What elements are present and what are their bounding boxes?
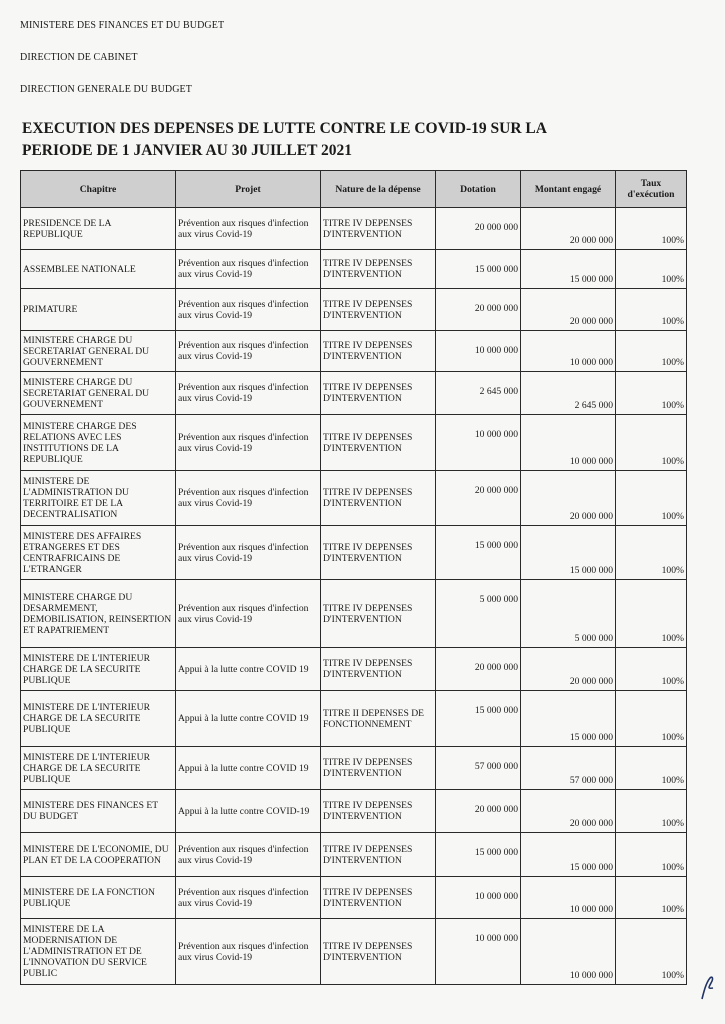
cell-dotation: 57 000 000: [436, 747, 521, 790]
cell-nature: TITRE IV DEPENSES D'INTERVENTION: [321, 208, 436, 250]
cell-chapitre: PRIMATURE: [21, 289, 176, 331]
table-row: [21, 877, 687, 919]
cell-chapitre: MINISTERE DE L'INTERIEUR CHARGE DE LA SECURITE PUBLIQUE: [21, 648, 176, 691]
cell-chapitre: MINISTERE DE LA FONCTION PUBLIQUE: [21, 877, 176, 919]
cell-dotation: 20 000 000: [436, 471, 521, 526]
cell-dotation: 15 000 000: [436, 691, 521, 747]
cell-dotation: 20 000 000: [436, 648, 521, 691]
table-row: [21, 691, 687, 747]
cell-chapitre: MINISTERE DE L'INTERIEUR CHARGE DE LA SECURITE PUBLIQUE: [21, 747, 176, 790]
cell-chapitre: MINISTERE CHARGE DU SECRETARIAT GENERAL DU GOUVERNEMENT: [21, 372, 176, 415]
cell-dotation: 20 000 000: [436, 289, 521, 331]
table-row: [21, 289, 687, 331]
cell-dotation: 10 000 000: [436, 415, 521, 471]
cell-montant: 15 000 000: [521, 526, 616, 580]
expenses-table: [20, 170, 687, 985]
cell-dotation: 20 000 000: [436, 790, 521, 833]
cell-projet: Prévention aux risques d'infection aux virus Covid-19: [176, 415, 321, 471]
cell-taux: 100%: [616, 747, 687, 790]
cell-taux: 100%: [616, 526, 687, 580]
cell-dotation: 2 645 000: [436, 372, 521, 415]
cell-montant: 20 000 000: [521, 208, 616, 250]
table-row: [21, 415, 687, 471]
cell-montant: 10 000 000: [521, 415, 616, 471]
header-dotation: Dotation: [436, 171, 521, 208]
cell-projet: Prévention aux risques d'infection aux virus Covid-19: [176, 580, 321, 648]
cell-taux: 100%: [616, 331, 687, 372]
cell-montant: 5 000 000: [521, 580, 616, 648]
table-header-row: [21, 171, 687, 208]
table-row: [21, 331, 687, 372]
cell-dotation: 15 000 000: [436, 833, 521, 877]
table-row: [21, 208, 687, 250]
cell-nature: TITRE IV DEPENSES D'INTERVENTION: [321, 919, 436, 985]
cell-chapitre: MINISTERE DE LA MODERNISATION DE L'ADMINISTRATION ET DE L'INNOVATION DU SERVICE PUBLIC: [21, 919, 176, 985]
table-row: [21, 648, 687, 691]
cell-taux: 100%: [616, 648, 687, 691]
cell-chapitre: MINISTERE DE L'ADMINISTRATION DU TERRITOIRE ET DE LA DECENTRALISATION: [21, 471, 176, 526]
cell-nature: TITRE IV DEPENSES D'INTERVENTION: [321, 331, 436, 372]
cell-montant: 15 000 000: [521, 833, 616, 877]
cell-projet: Prévention aux risques d'infection aux virus Covid-19: [176, 919, 321, 985]
cell-chapitre: MINISTERE DES FINANCES ET DU BUDGET: [21, 790, 176, 833]
table-row: [21, 580, 687, 648]
cell-taux: 100%: [616, 415, 687, 471]
cell-nature: TITRE IV DEPENSES D'INTERVENTION: [321, 747, 436, 790]
header-montant: Montant engagé: [521, 171, 616, 208]
title-line-2: PERIODE DE 1 JANVIER AU 30 JUILLET 2021: [22, 142, 353, 159]
cell-nature: TITRE IV DEPENSES D'INTERVENTION: [321, 580, 436, 648]
cell-nature: TITRE IV DEPENSES D'INTERVENTION: [321, 471, 436, 526]
cell-dotation: 10 000 000: [436, 331, 521, 372]
cell-taux: 100%: [616, 580, 687, 648]
cell-montant: 20 000 000: [521, 471, 616, 526]
cell-montant: 20 000 000: [521, 289, 616, 331]
cell-taux: 100%: [616, 877, 687, 919]
cell-projet: Prévention aux risques d'infection aux virus Covid-19: [176, 526, 321, 580]
title-line-1: EXECUTION DES DEPENSES DE LUTTE CONTRE LE COVID-19 SUR LA: [22, 120, 547, 137]
cell-projet: Appui à la lutte contre COVID-19: [176, 790, 321, 833]
cell-dotation: 15 000 000: [436, 526, 521, 580]
cell-nature: TITRE IV DEPENSES D'INTERVENTION: [321, 833, 436, 877]
cell-montant: 10 000 000: [521, 331, 616, 372]
cell-taux: 100%: [616, 250, 687, 289]
cell-montant: 15 000 000: [521, 250, 616, 289]
cell-montant: 2 645 000: [521, 372, 616, 415]
cell-taux: 100%: [616, 208, 687, 250]
header-taux: Taux d'exécution: [616, 171, 687, 208]
cell-projet: Prévention aux risques d'infection aux virus Covid-19: [176, 471, 321, 526]
cell-projet: Prévention aux risques d'infection aux virus Covid-19: [176, 877, 321, 919]
cell-taux: 100%: [616, 691, 687, 747]
cell-chapitre: ASSEMBLEE NATIONALE: [21, 250, 176, 289]
handwritten-mark: [698, 975, 718, 1006]
header-direction-budget: DIRECTION GENERALE DU BUDGET: [20, 84, 192, 95]
cell-montant: 57 000 000: [521, 747, 616, 790]
cell-chapitre: PRESIDENCE DE LA REPUBLIQUE: [21, 208, 176, 250]
cell-nature: TITRE IV DEPENSES D'INTERVENTION: [321, 415, 436, 471]
cell-taux: 100%: [616, 289, 687, 331]
table-row: [21, 919, 687, 985]
cell-chapitre: MINISTERE DES AFFAIRES ETRANGERES ET DES CENTRAFRICAINS DE L'ETRANGER: [21, 526, 176, 580]
cell-chapitre: MINISTERE CHARGE DU DESARMEMENT, DEMOBILISATION, REINSERTION ET RAPATRIEMENT: [21, 580, 176, 648]
table-row: [21, 833, 687, 877]
header-direction-cabinet: DIRECTION DE CABINET: [20, 52, 138, 63]
cell-montant: 10 000 000: [521, 877, 616, 919]
cell-dotation: 10 000 000: [436, 877, 521, 919]
cell-montant: 10 000 000: [521, 919, 616, 985]
cell-nature: TITRE IV DEPENSES D'INTERVENTION: [321, 250, 436, 289]
header-ministry: MINISTERE DES FINANCES ET DU BUDGET: [20, 20, 225, 31]
cell-taux: 100%: [616, 919, 687, 985]
cell-projet: Prévention aux risques d'infection aux virus Covid-19: [176, 208, 321, 250]
table-row: [21, 526, 687, 580]
cell-projet: Appui à la lutte contre COVID 19: [176, 648, 321, 691]
cell-dotation: 5 000 000: [436, 580, 521, 648]
cell-taux: 100%: [616, 833, 687, 877]
cell-nature: TITRE IV DEPENSES D'INTERVENTION: [321, 648, 436, 691]
cell-dotation: 20 000 000: [436, 208, 521, 250]
table-row: [21, 747, 687, 790]
cell-montant: 20 000 000: [521, 648, 616, 691]
cell-projet: Prévention aux risques d'infection aux virus Covid-19: [176, 289, 321, 331]
table-row: [21, 372, 687, 415]
cell-montant: 15 000 000: [521, 691, 616, 747]
cell-dotation: 15 000 000: [436, 250, 521, 289]
cell-nature: TITRE IV DEPENSES D'INTERVENTION: [321, 790, 436, 833]
cell-nature: TITRE IV DEPENSES D'INTERVENTION: [321, 289, 436, 331]
header-projet: Projet: [176, 171, 321, 208]
cell-projet: Prévention aux risques d'infection aux virus Covid-19: [176, 372, 321, 415]
cell-montant: 20 000 000: [521, 790, 616, 833]
table-row: [21, 790, 687, 833]
cell-dotation: 10 000 000: [436, 919, 521, 985]
document-title: [22, 118, 622, 162]
cell-projet: Appui à la lutte contre COVID 19: [176, 747, 321, 790]
cell-taux: 100%: [616, 372, 687, 415]
header-nature: Nature de la dépense: [321, 171, 436, 208]
cell-chapitre: MINISTERE DE L'ECONOMIE, DU PLAN ET DE LA COOPERATION: [21, 833, 176, 877]
cell-projet: Appui à la lutte contre COVID 19: [176, 691, 321, 747]
table-body: [21, 208, 687, 985]
table-row: [21, 471, 687, 526]
table-row: [21, 250, 687, 289]
cell-nature: TITRE IV DEPENSES D'INTERVENTION: [321, 372, 436, 415]
cell-nature: TITRE II DEPENSES DE FONCTIONNEMENT: [321, 691, 436, 747]
cell-taux: 100%: [616, 790, 687, 833]
cell-projet: Prévention aux risques d'infection aux virus Covid-19: [176, 250, 321, 289]
cell-chapitre: MINISTERE CHARGE DU SECRETARIAT GENERAL DU GOUVERNEMENT: [21, 331, 176, 372]
cell-taux: 100%: [616, 471, 687, 526]
cell-projet: Prévention aux risques d'infection aux virus Covid-19: [176, 833, 321, 877]
cell-nature: TITRE IV DEPENSES D'INTERVENTION: [321, 526, 436, 580]
cell-nature: TITRE IV DEPENSES D'INTERVENTION: [321, 877, 436, 919]
cell-projet: Prévention aux risques d'infection aux virus Covid-19: [176, 331, 321, 372]
cell-chapitre: MINISTERE DE L'INTERIEUR CHARGE DE LA SECURITE PUBLIQUE: [21, 691, 176, 747]
header-chapitre: Chapitre: [21, 171, 176, 208]
cell-chapitre: MINISTERE CHARGE DES RELATIONS AVEC LES INSTITUTIONS DE LA REPUBLIQUE: [21, 415, 176, 471]
